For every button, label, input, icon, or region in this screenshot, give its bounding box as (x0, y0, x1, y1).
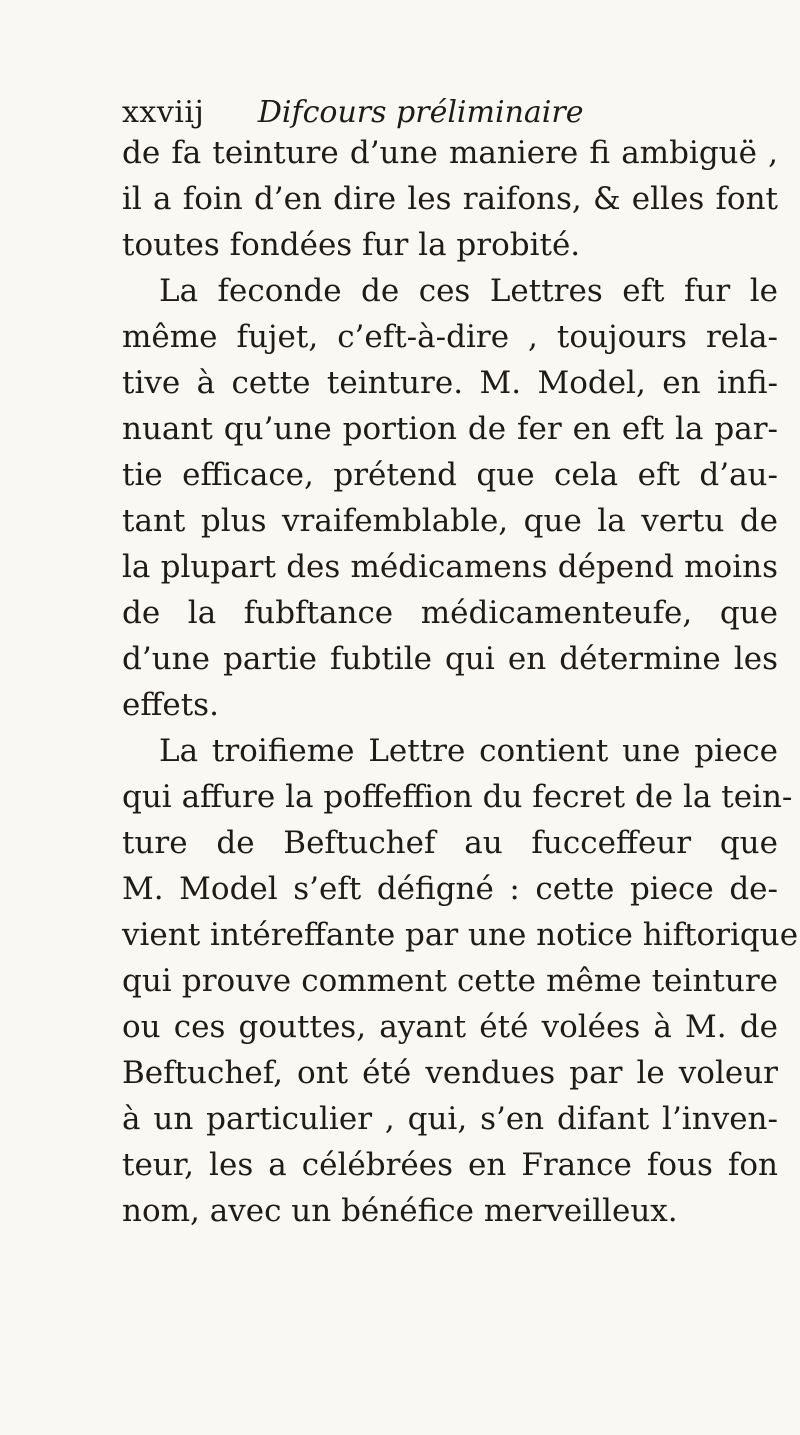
text-line: de la fubftance médicamenteufe, que (122, 595, 778, 631)
text-line: qui affure la poffeffion du fecret de la tein- (122, 779, 793, 815)
text-line: la plupart des médicamens dépend moins (122, 549, 778, 585)
text-line: tant plus vraifemblable, que la vertu de (122, 503, 778, 539)
text-line: même fujet, c’eft-à-dire , toujours rela- (122, 319, 778, 355)
text-line: La feconde de ces Lettres eft fur le (159, 273, 778, 309)
text-line: nom, avec un bénéfice merveilleux. (122, 1193, 678, 1229)
text-line: tie efficace, prétend que cela eft d’au- (122, 457, 778, 493)
text-line: La troifieme Lettre contient une piece (159, 733, 778, 769)
text-line: à un particulier , qui, s’en difant l’inven- (122, 1101, 778, 1137)
text-line: il a foin d’en dire les raifons, & elles font (122, 181, 778, 217)
text-line: ou ces gouttes, ayant été volées à M. de (122, 1009, 778, 1045)
text-line: de fa teinture d’une maniere fi ambiguë , (122, 135, 778, 171)
page-number: xxviij (122, 95, 205, 130)
text-line: d’une partie fubtile qui en détermine les (122, 641, 778, 677)
text-line: toutes fondées fur la probité. (122, 227, 581, 263)
text-line: effets. (122, 687, 219, 723)
text-line: qui prouve comment cette même teinture (122, 963, 778, 999)
text-line: nuant qu’une portion de fer en eft la par- (122, 411, 778, 447)
text-line: ture de Beftuchef au fucceffeur que (122, 825, 778, 861)
text-line: M. Model s’eft défigné : cette piece de- (122, 871, 778, 907)
text-line: vient intéreffante par une notice hiftorique (122, 917, 799, 953)
text-line: tive à cette teinture. M. Model, en infi- (122, 365, 778, 401)
text-line: teur, les a célébrées en France fous fon (122, 1147, 778, 1183)
text-line: Beftuchef, ont été vendues par le voleur (122, 1055, 778, 1091)
running-title: Difcours préliminaire (257, 95, 584, 130)
